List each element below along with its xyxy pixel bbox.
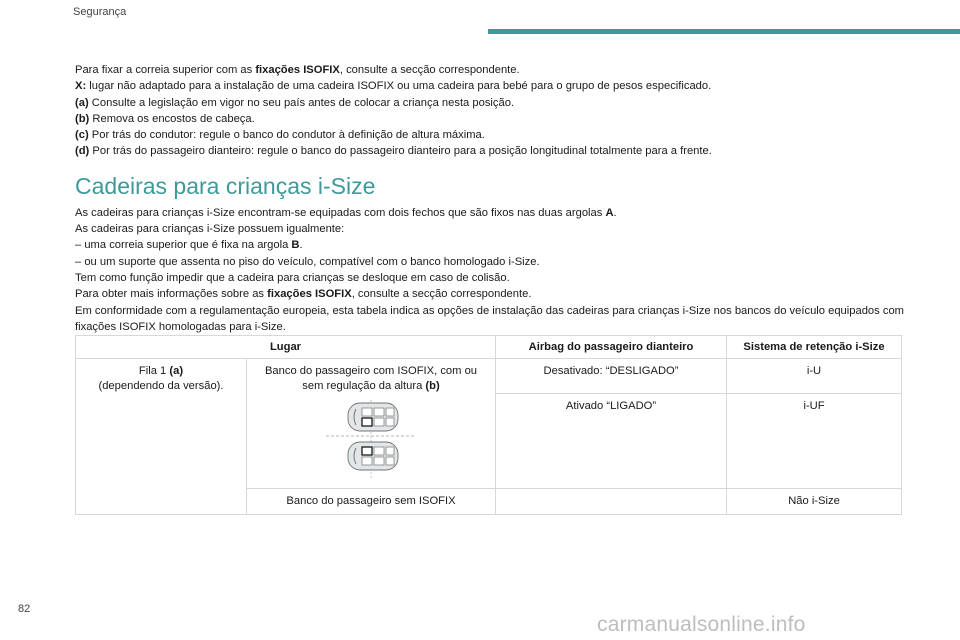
isize-paragraph-6	[75, 286, 905, 302]
note-x	[75, 78, 905, 94]
section-header: Segurança	[73, 6, 127, 18]
note-key: X:	[75, 80, 87, 93]
watermark: carmanualsonline.info	[597, 613, 806, 636]
isize-table	[75, 335, 902, 515]
row-label-text: Fila 1	[138, 365, 170, 377]
isize-paragraph-2: As cadeiras para crianças i-Size possuem igualmente:	[75, 223, 345, 236]
paragraph-text: – uma correia superior que é fixa na argola	[75, 239, 292, 252]
table-header-row	[76, 336, 902, 359]
isize-paragraph-3	[75, 237, 905, 253]
empty-airbag-cell	[496, 489, 727, 515]
intro-text-end: , consulte a secção correspondente.	[339, 64, 520, 76]
note-a	[75, 95, 905, 111]
row-position-cell	[76, 359, 247, 515]
note-key: (c)	[75, 129, 89, 142]
note-key: (b)	[75, 112, 90, 125]
car-seat-diagram	[326, 400, 416, 483]
header-lugar: Lugar	[76, 336, 496, 359]
note-key: (a)	[75, 96, 89, 109]
seat-isofix-cell	[247, 359, 496, 489]
isize-paragraph-4: – ou um suporte que assenta no piso do veículo, compatível com o banco homologado i-Size.	[75, 255, 540, 268]
row-label-bold: (a)	[169, 365, 184, 377]
isize-paragraph-5: Tem como função impedir que a cadeira para crianças se desloque em caso de colisão.	[75, 271, 510, 284]
paragraph-text-end: .	[299, 239, 303, 252]
note-text: Por trás do passageiro dianteiro: regule o banco do passageiro dianteiro para a posição longitudinal totalmente para a frente.	[89, 145, 712, 158]
note-text: Consulte a legislação em vigor no seu país antes de colocar a criança nesta posição.	[88, 96, 515, 109]
airbag-off-cell: Desativado: “DESLIGADO”	[496, 359, 727, 394]
paragraph-text-end: .	[613, 206, 617, 219]
paragraph-text: As cadeiras para crianças i-Size encontram-se equipadas com dois fechos que são fixos nas duas argolas	[75, 206, 606, 219]
header-accent-bar	[488, 29, 960, 34]
header-isize-system: Sistema de retenção i-Size	[727, 336, 902, 359]
row-label	[82, 364, 240, 379]
intro-text: Para fixar a correia superior com as	[75, 64, 256, 76]
seat-no-isofix-cell: Banco do passageiro sem ISOFIX	[247, 489, 496, 515]
table-row	[76, 359, 902, 394]
isize-paragraph-7: Em conformidade com a regulamentação europeia, esta tabela indica as opções de instalação das cadeiras para crianças i-Size nos bancos do veículo equipados com fixações ISOFIX homologadas para i-Size.	[75, 304, 904, 333]
paragraph-bold: fixações ISOFIX	[267, 288, 352, 301]
isize-value-none: Não i-Size	[727, 489, 902, 515]
note-d	[75, 143, 905, 159]
isize-paragraph-1	[75, 205, 905, 221]
car-topview-icon	[326, 400, 416, 478]
airbag-on-cell: Ativado “LIGADO”	[496, 394, 727, 489]
section-title: Cadeiras para crianças i-Size	[75, 172, 376, 199]
isize-value-iuf: i-UF	[727, 394, 902, 489]
paragraph-text: Para obter mais informações sobre as	[75, 288, 268, 301]
note-text: lugar não adaptado para a instalação de uma cadeira ISOFIX ou uma cadeira para bebé para o grupo de pesos especificado.	[86, 80, 712, 93]
paragraph-bold: B	[291, 239, 300, 252]
note-c	[75, 127, 905, 143]
paragraph-text-end: , consulte a secção correspondente.	[351, 288, 532, 301]
page-content	[75, 62, 905, 335]
note-key: (d)	[75, 145, 90, 158]
seat-isofix-text: Banco do passageiro com ISOFIX, com ou sem regulação da altura	[264, 365, 478, 392]
header-airbag: Airbag do passageiro dianteiro	[496, 336, 727, 359]
seat-isofix-bold: (b)	[425, 380, 440, 392]
isize-value-iu: i-U	[727, 359, 902, 394]
seat-isofix-label	[253, 364, 489, 394]
note-text: Por trás do condutor: regule o banco do condutor à definição de altura máxima.	[88, 129, 485, 142]
intro-line	[75, 62, 905, 78]
note-text: Remova os encostos de cabeça.	[89, 112, 255, 125]
intro-bold: fixações ISOFIX	[255, 64, 340, 76]
page-number: 82	[18, 603, 31, 615]
note-b	[75, 111, 905, 127]
paragraph-bold: A	[605, 206, 614, 219]
row-label-sub: (dependendo da versão).	[98, 380, 224, 392]
